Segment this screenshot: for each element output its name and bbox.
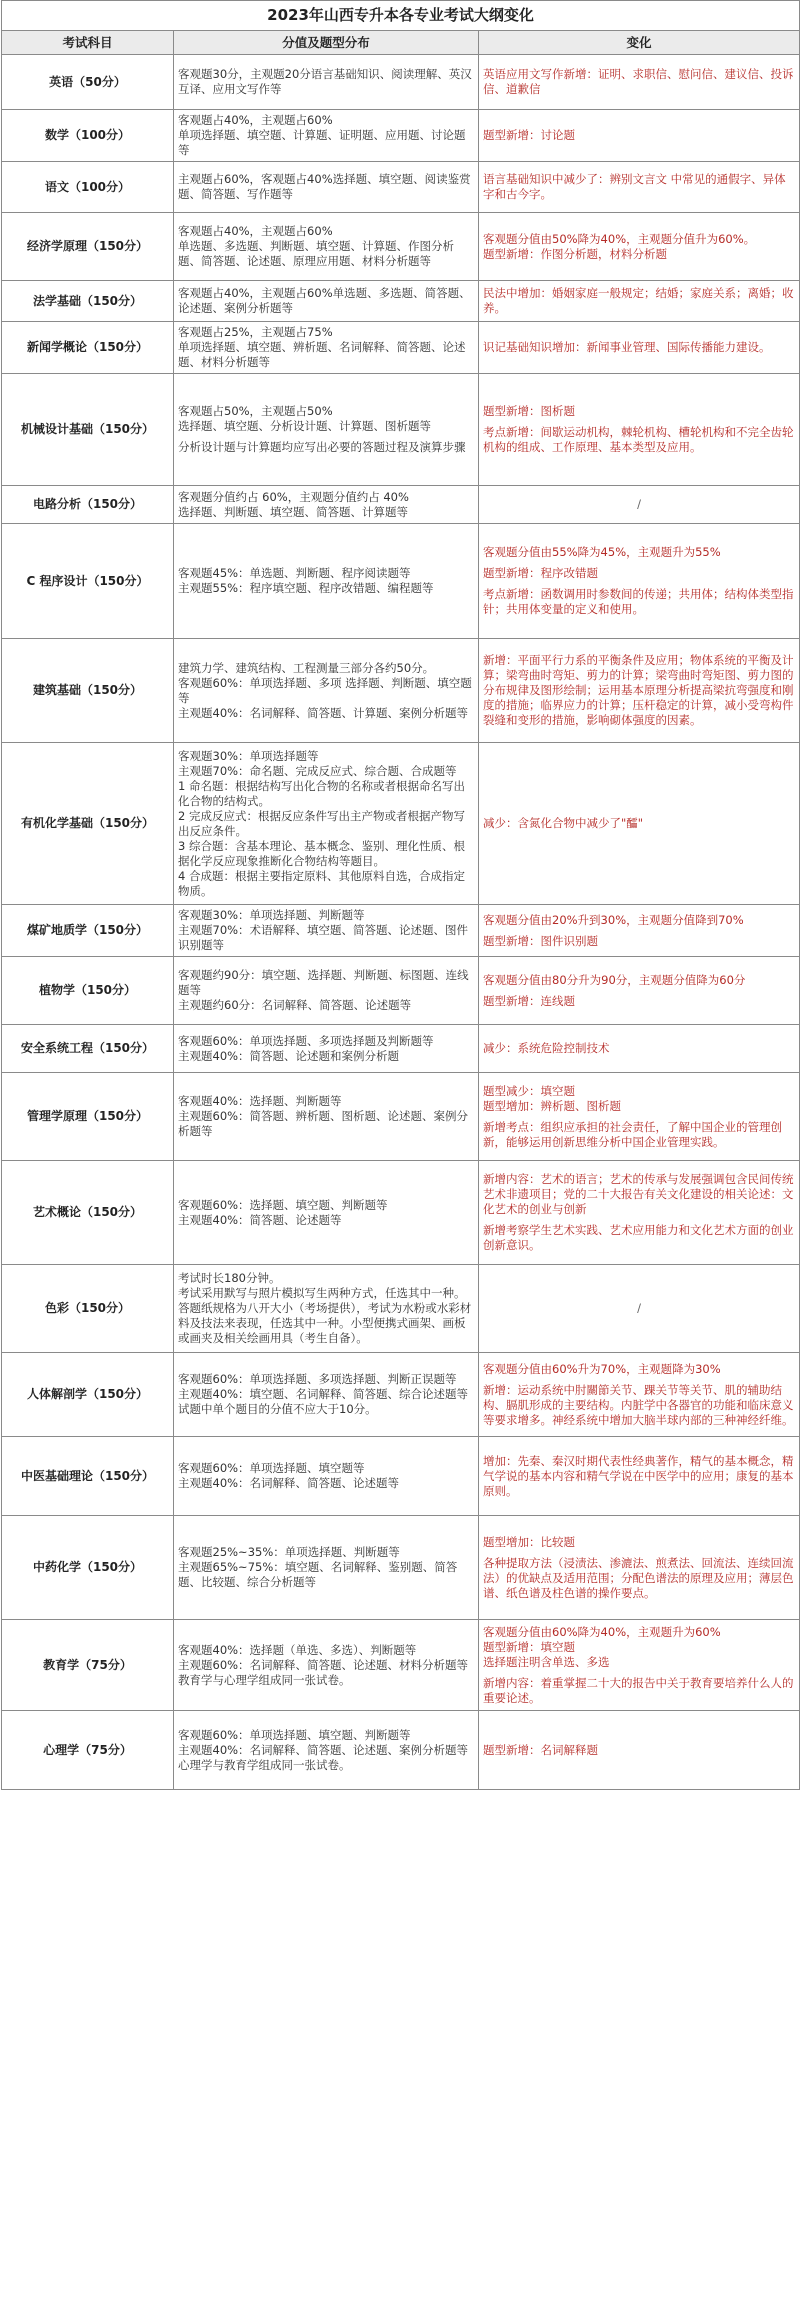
distribution-text: 客观题分值约占 60%，主观题分值约占 40% 选择题、判断题、填空题、简答题、计算题等 <box>178 489 409 519</box>
subject-cell: 中药化学（150分） <box>2 1516 174 1620</box>
change-cell <box>479 743 800 905</box>
distribution-text: 客观题40%：选择题（单选、多选）、判断题等 主观题60%：名词解释、简答题、论述题、材料分析题等 教育学与心理学组成同一张试卷。 <box>178 1642 469 1687</box>
table-row <box>2 374 800 486</box>
distribution-cell <box>174 639 479 743</box>
distribution-text: 客观题60%：单项选择题、填空题等 主观题40%：名词解释、简答题、论述题等 <box>178 1461 400 1490</box>
distribution-text: 客观题25%~35%：单项选择题、判断题等 主观题65%~75%：填空题、名词解释、鉴别题、简答题、比较题、综合分析题等 <box>178 1545 458 1589</box>
distribution-text: 客观题占40%，主观题占60% 单项选择题、填空题、计算题、证明题、应用题、讨论题等 <box>178 113 466 157</box>
distribution-cell <box>174 905 479 957</box>
change-text: / <box>637 1301 641 1315</box>
table-row <box>2 1437 800 1516</box>
distribution-cell <box>174 110 479 162</box>
distribution-cell <box>174 1353 479 1437</box>
change-cell <box>479 281 800 322</box>
table-row <box>2 905 800 957</box>
change-cell <box>479 1516 800 1620</box>
table-row <box>2 1516 800 1620</box>
distribution-cell <box>174 281 479 322</box>
change-text: 题型新增：图件识别题 <box>483 933 598 948</box>
table-row <box>2 1265 800 1353</box>
subject-cell: 煤矿地质学（150分） <box>2 905 174 957</box>
table-body <box>2 55 800 1790</box>
distribution-cell <box>174 1025 479 1073</box>
distribution-text: 分析设计题与计算题均应写出必要的答题过程及演算步骤 <box>178 440 466 454</box>
change-cell <box>479 1711 800 1790</box>
distribution-text: 客观题30分，主观题20分语言基础知识、阅读理解、英汉互译、应用文写作等 <box>178 67 472 96</box>
table-row <box>2 1353 800 1437</box>
distribution-text: 客观题60%：单项选择题、多项选择题、判断正误题等 主观题40%：填空题、名词解释、简答题、综合论述题等 试题中单个题目的分值不应大于10分。 <box>178 1372 469 1416</box>
subject-cell: 电路分析（150分） <box>2 486 174 524</box>
table-row <box>2 1620 800 1711</box>
change-text: 英语应用文写作新增：证明、求职信、慰问信、建议信、投诉信、道歉信 <box>483 67 794 96</box>
change-text: 减少：含氮化合物中减少了"醽" <box>483 816 644 830</box>
subject-cell: 法学基础（150分） <box>2 281 174 322</box>
header-distribution: 分值及题型分布 <box>174 31 479 55</box>
subject-cell: 中医基础理论（150分） <box>2 1437 174 1516</box>
distribution-cell <box>174 1711 479 1790</box>
change-text: 题型新增：名词解释题 <box>483 1742 598 1757</box>
change-text: 客观题分值由55%降为45%，主观题升为55% <box>483 545 721 559</box>
subject-cell: 教育学（75分） <box>2 1620 174 1711</box>
change-cell <box>479 1353 800 1437</box>
distribution-cell <box>174 1161 479 1265</box>
subject-cell: 语文（100分） <box>2 162 174 213</box>
change-cell <box>479 1073 800 1161</box>
distribution-cell <box>174 162 479 213</box>
subject-cell: 经济学原理（150分） <box>2 213 174 281</box>
change-text: 考点新增：函数调用时参数间的传递；共用体；结构体类型指针；共用体变量的定义和使用。 <box>483 587 794 616</box>
table-header-row <box>2 31 800 55</box>
table-row <box>2 639 800 743</box>
table-row <box>2 524 800 639</box>
subject-cell: 建筑基础（150分） <box>2 639 174 743</box>
table-row <box>2 322 800 374</box>
change-text: 新增考点：组织应承担的社会责任，了解中国企业的管理创新，能够运用创新思维分析中国企业管理实践。 <box>483 1119 782 1149</box>
subject-cell: C 程序设计（150分） <box>2 524 174 639</box>
distribution-cell <box>174 486 479 524</box>
subject-cell: 植物学（150分） <box>2 957 174 1025</box>
table-row <box>2 486 800 524</box>
table-row <box>2 162 800 213</box>
distribution-text: 客观题60%：选择题、填空题、判断题等 主观题40%：简答题、论述题等 <box>178 1197 388 1227</box>
subject-cell: 艺术概论（150分） <box>2 1161 174 1265</box>
change-text: 增加：先秦、秦汉时期代表性经典著作，精气的基本概念，精气学说的基本内容和精气学说在中医学中的应用；康复的基本原则。 <box>483 1453 794 1498</box>
table-row <box>2 1025 800 1073</box>
change-text: 新增：平面平行力系的平衡条件及应用；物体系统的平衡及计算；梁弯曲时弯矩、剪力的计算；梁弯曲时弯矩图、剪力图的分布规律及图形绘制；运用基本原理分析提高梁抗弯强度和刚度的措施；临界应力的计算；压杆稳定的计算，减小受弯构件裂缝和变形的措施，影响砌体强度的因素。 <box>483 653 794 727</box>
change-cell <box>479 1025 800 1073</box>
distribution-cell <box>174 524 479 639</box>
change-text: 民法中增加：婚姻家庭一般规定；结婚；家庭关系；离婚；收养。 <box>483 286 794 315</box>
subject-cell: 有机化学基础（150分） <box>2 743 174 905</box>
table-row <box>2 1711 800 1790</box>
distribution-text: 客观题占50%，主观题占50% 选择题、填空题、分析设计题、计算题、图析题等 <box>178 404 431 433</box>
distribution-text: 客观题占40%，主观题占60% 单选题、多选题、判断题、填空题、计算题、作图分析题、简答题、论述题、原理应用题、材料分析题等 <box>178 224 454 268</box>
distribution-cell <box>174 322 479 374</box>
table-row <box>2 213 800 281</box>
table-row <box>2 1073 800 1161</box>
subject-cell: 管理学原理（150分） <box>2 1073 174 1161</box>
page-title: 2023年山西专升本各专业考试大纲变化 <box>2 1 800 31</box>
subject-cell: 人体解剖学（150分） <box>2 1353 174 1437</box>
table-row <box>2 1161 800 1265</box>
distribution-text: 客观题占25%，主观题占75% 单项选择题、填空题、辨析题、名词解释、简答题、论述题、材料分析题等 <box>178 325 466 369</box>
distribution-text: 考试时长180分钟。 考试采用默写与照片模拟写生两种方式，任选其中一种。答题纸规格为八开大小（考场提供），考试为水粉或水彩材料及技法来表现，任选其中一种。小型便携式画架、画板或画夹及相关绘画用具（考生自备）。 <box>178 1271 472 1345</box>
distribution-cell <box>174 1265 479 1353</box>
change-text: 题型减少：填空题 题型增加：辨析题、图析题 <box>483 1083 621 1113</box>
distribution-text: 客观题40%：选择题、判断题等 主观题60%：简答题、辨析题、图析题、论述题、案例分析题等 <box>178 1094 469 1138</box>
distribution-text: 客观题30%：单项选择题、判断题等 主观题70%：术语解释、填空题、简答题、论述题、图件识别题等 <box>178 908 469 952</box>
change-cell <box>479 162 800 213</box>
subject-cell: 安全系统工程（150分） <box>2 1025 174 1073</box>
table-row <box>2 110 800 162</box>
distribution-cell <box>174 1620 479 1711</box>
distribution-text: 建筑力学、建筑结构、工程测量三部分各约50分。 客观题60%：单项选择题、多项 选择题、判断题、填空题等 主观题40%：名词解释、简答题、计算题、案例分析题等 <box>178 660 472 720</box>
subject-cell: 机械设计基础（150分） <box>2 374 174 486</box>
change-text: 识记基础知识增加：新闻事业管理、国际传播能力建设。 <box>483 340 771 354</box>
distribution-cell <box>174 1437 479 1516</box>
change-text: 客观题分值由80分升为90分，主观题分值降为60分 <box>483 972 746 987</box>
distribution-cell <box>174 55 479 110</box>
distribution-cell <box>174 957 479 1025</box>
change-text: / <box>637 497 641 511</box>
distribution-text: 客观题约90分：填空题、选择题、判断题、标图题、连线题等 主观题约60分：名词解释、简答题、论述题等 <box>178 968 469 1012</box>
table-row <box>2 281 800 322</box>
change-cell <box>479 1161 800 1265</box>
change-text: 新增内容：艺术的语言；艺术的传承与发展强调包含民间传统艺术非遗项目；党的二十大报告有关文化建设的相关论述：文化艺术的创业与创新 <box>483 1172 794 1216</box>
change-text: 题型新增：讨论题 <box>483 128 575 142</box>
distribution-cell <box>174 213 479 281</box>
distribution-text: 客观题30%：单项选择题等 主观题70%：命名题、完成反应式、综合题、合成题等 1 命名题：根据结构写出化合物的名称或者根据命名写出化合物的结构式。 2 完成反应式：根据反应条件写出主产物或者根据产物写出反应条件。 3 综合题：含基本理论、基本概念、鉴别、理化性质、根据化学反应现象推断化合物结构等题目。 4 合成题：根据主要指定原料、其他原料自选，合成指定物质。 <box>178 748 465 898</box>
table-row <box>2 55 800 110</box>
change-text: 客观题分值由20%升到30%，主观题分值降到70% <box>483 912 744 927</box>
change-text: 新增：运动系统中肘關節关节、踝关节等关节、肌的辅助结构、膈肌形成的主要结构。内脏学中各器官的功能和临床意义等要求增多。神经系统中增加大脑半球内部的三种神经纤维。 <box>483 1382 794 1427</box>
change-cell <box>479 1620 800 1711</box>
change-cell <box>479 110 800 162</box>
change-text: 语言基础知识中减少了：辨别文言文 中常见的通假字、异体字和古今字。 <box>483 172 786 201</box>
change-cell <box>479 213 800 281</box>
subject-cell: 色彩（150分） <box>2 1265 174 1353</box>
change-cell <box>479 322 800 374</box>
change-text: 各种提取方法（浸渍法、渗漉法、煎煮法、回流法、连续回流法）的优缺点及适用范围；分配色谱法的原理及应用；薄层色谱、纸色谱及柱色谱的操作要点。 <box>483 1555 794 1600</box>
distribution-text: 客观题60%：单项选择题、填空题、判断题等 主观题40%：名词解释、简答题、论述题、案例分析题等 心理学与教育学组成同一张试卷。 <box>178 1727 469 1772</box>
change-text: 题型新增：图析题 <box>483 404 575 418</box>
distribution-cell <box>174 374 479 486</box>
distribution-text: 主观题占60%，客观题占40%选择题、填空题、阅读鉴赏题、简答题、写作题等 <box>178 172 471 201</box>
change-cell <box>479 639 800 743</box>
distribution-text: 客观题60%：单项选择题、多项选择题及判断题等 主观题40%：简答题、论述题和案例分析题 <box>178 1033 434 1063</box>
change-cell <box>479 1437 800 1516</box>
exam-outline-table <box>1 0 800 1790</box>
change-text: 题型新增：连线题 <box>483 993 575 1008</box>
change-cell <box>479 957 800 1025</box>
change-text: 考点新增：间歇运动机构，棘轮机构、槽轮机构和不完全齿轮机构的组成、工作原理、基本类型及应用。 <box>483 425 794 454</box>
change-cell <box>479 374 800 486</box>
distribution-cell <box>174 743 479 905</box>
subject-cell: 新闻学概论（150分） <box>2 322 174 374</box>
table-row <box>2 957 800 1025</box>
change-cell <box>479 905 800 957</box>
change-text: 客观题分值由60%降为40%，主观题升为60% 题型新增：填空题 选择题注明含单选、多选 <box>483 1624 721 1669</box>
distribution-cell <box>174 1073 479 1161</box>
change-cell <box>479 486 800 524</box>
subject-cell: 数学（100分） <box>2 110 174 162</box>
change-text: 客观题分值由50%降为40%，主观题分值升为60%。 题型新增：作图分析题，材料分析题 <box>483 231 756 261</box>
subject-cell: 英语（50分） <box>2 55 174 110</box>
change-text: 客观题分值由60%升为70%，主观题降为30% <box>483 1361 721 1376</box>
change-cell <box>479 1265 800 1353</box>
table-row <box>2 743 800 905</box>
distribution-text: 客观题占40%，主观题占60%单选题、多选题、简答题、论述题、案例分析题等 <box>178 286 471 315</box>
subject-cell: 心理学（75分） <box>2 1711 174 1790</box>
change-text: 减少：系统危险控制技术 <box>483 1041 610 1055</box>
header-subject: 考试科目 <box>2 31 174 55</box>
change-text: 新增考察学生艺术实践、艺术应用能力和文化艺术方面的创业创新意识。 <box>483 1223 794 1252</box>
change-cell <box>479 55 800 110</box>
change-text: 题型增加：比较题 <box>483 1534 575 1549</box>
header-change: 变化 <box>479 31 800 55</box>
change-text: 新增内容：着重掌握二十大的报告中关于教育要培养什么人的重要论述。 <box>483 1675 794 1705</box>
distribution-text: 客观题45%：单选题、判断题、程序阅读题等 主观题55%：程序填空题、程序改错题、编程题等 <box>178 566 434 595</box>
change-text: 题型新增：程序改错题 <box>483 566 598 580</box>
change-cell <box>479 524 800 639</box>
distribution-cell <box>174 1516 479 1620</box>
